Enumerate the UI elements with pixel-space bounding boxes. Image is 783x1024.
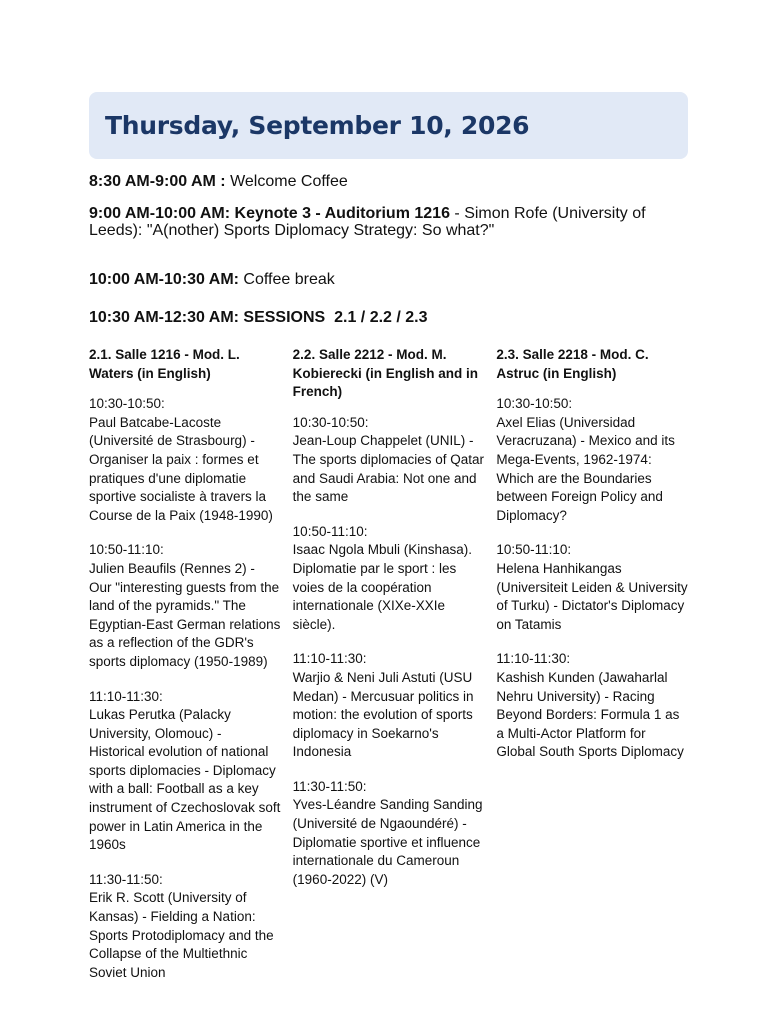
talk-description: Erik R. Scott (University of Kansas) - Fielding a Nation: Sports Protodiplomacy and the Collapse of the Multiethnic Soviet Union: [89, 890, 274, 980]
talk-item: [89, 395, 281, 525]
talk-time: 10:30-10:50:: [292, 414, 369, 430]
talk-item: [496, 395, 688, 525]
talk-time: 11:30-11:50:: [89, 871, 163, 887]
talk-item: [293, 650, 485, 762]
talk-description: Kashish Kunden (Jawaharlal Nehru University) - Racing Beyond Borders: Formula 1 as a Multi-Actor Platform for Global South Sports Diplomacy: [496, 669, 684, 760]
schedule-time: 10:00 AM-10:30 AM:: [89, 271, 239, 288]
talk-item: [293, 778, 485, 890]
talk-description: Lukas Perutka (Palacky University, Olomouc) - Historical evolution of national sports diplomacies - Diplomacy with a ball: Football as a key instrument of Czechoslovak soft power in Latin America in the 1960s: [89, 707, 281, 853]
schedule-item-welcome-coffee: [89, 173, 688, 190]
program-page: [89, 92, 688, 998]
talk-item: [496, 650, 688, 762]
talk-item: [496, 541, 688, 634]
day-header: [89, 92, 688, 159]
talk-time: 10:50-11:10:: [89, 542, 164, 558]
talk-description: Yves-Léandre Sanding Sanding (Université de Ngaoundéré) - Diplomatie sportive et influence internationale du Cameroun (1960-2022) (V): [292, 797, 483, 887]
talk-time: 10:30-10:50:: [89, 396, 165, 412]
talk-item: [89, 871, 281, 983]
schedule-item-keynote: [89, 205, 688, 239]
talk-item: [293, 414, 485, 507]
talk-item: [89, 541, 281, 671]
schedule-text: - Simon Rofe (University of Leeds): "A(nother) Sports Diplomacy Strategy: So what?": [89, 205, 646, 239]
talk-time: 10:50-11:10:: [496, 542, 572, 558]
session-title: 2.2. Salle 2212 - Mod. M. Kobierecki (in English and in French): [292, 347, 478, 400]
session-column: [496, 346, 688, 998]
talk-time: 11:30-11:50:: [292, 778, 367, 794]
day-title: Thursday, September 10, 2026: [105, 111, 530, 140]
schedule-time: 9:00 AM-10:00 AM: Keynote 3 - Auditorium 1216: [89, 205, 450, 222]
talk-description: Axel Elias (Universidad Veracruzana) - Mexico and its Mega-Events, 1962-1974: Which are the Boundaries between Foreign Policy and Diplomacy?: [496, 414, 675, 523]
talk-description: Helena Hanhikangas (Universiteit Leiden & University of Turku) - Dictator's Diplomacy on Tatamis: [496, 560, 688, 632]
schedule-text: Welcome Coffee: [230, 173, 348, 190]
schedule-text: Coffee break: [243, 271, 335, 288]
schedule-time: 10:30 AM-12:30 AM: SESSIONS 2.1 / 2.2 / 2.3: [89, 309, 428, 326]
talk-description: Julien Beaufils (Rennes 2) - Our "interesting guests from the land of the pyramids." The Egyptian-East German relations as a reflection of the GDR's sports diplomacy (1950-1989): [89, 560, 281, 669]
talk-description: Warjio & Neni Juli Astuti (USU Medan) - Mercusuar politics in motion: the evolution of sports diplomacy in Soekarno's Indonesia: [292, 669, 474, 760]
talk-item: [293, 523, 485, 635]
schedule-item-sessions: [89, 309, 688, 326]
session-title: 2.3. Salle 2218 - Mod. C. Astruc (in English): [496, 347, 649, 381]
session-column: [293, 346, 485, 998]
talk-time: 10:30-10:50:: [496, 396, 573, 412]
sessions-grid: [89, 346, 688, 998]
schedule-time: 8:30 AM-9:00 AM :: [89, 173, 226, 190]
talk-time: 11:10-11:30:: [89, 688, 163, 704]
talk-description: Isaac Ngola Mbuli (Kinshasa). Diplomatie par le sport : les voies de la coopération internationale (XIXe-XXIe siècle).: [292, 542, 473, 632]
talk-description: Jean-Loup Chappelet (UNIL) - The sports diplomacies of Qatar and Saudi Arabia: Not one and the same: [292, 433, 485, 505]
session-column: [89, 346, 281, 998]
talk-time: 11:10-11:30:: [292, 651, 367, 667]
session-title: 2.1. Salle 1216 - Mod. L. Waters (in English): [89, 347, 240, 381]
talk-time: 11:10-11:30:: [496, 651, 571, 667]
talk-time: 10:50-11:10:: [292, 523, 368, 539]
talk-description: Paul Batcabe-Lacoste (Université de Strasbourg) - Organiser la paix : formes et pratiques d'une diplomatie sportive socialiste à travers la Course de la Paix (1948-1990): [89, 414, 273, 523]
talk-item: [89, 688, 281, 855]
schedule-item-coffee-break: [89, 271, 688, 288]
